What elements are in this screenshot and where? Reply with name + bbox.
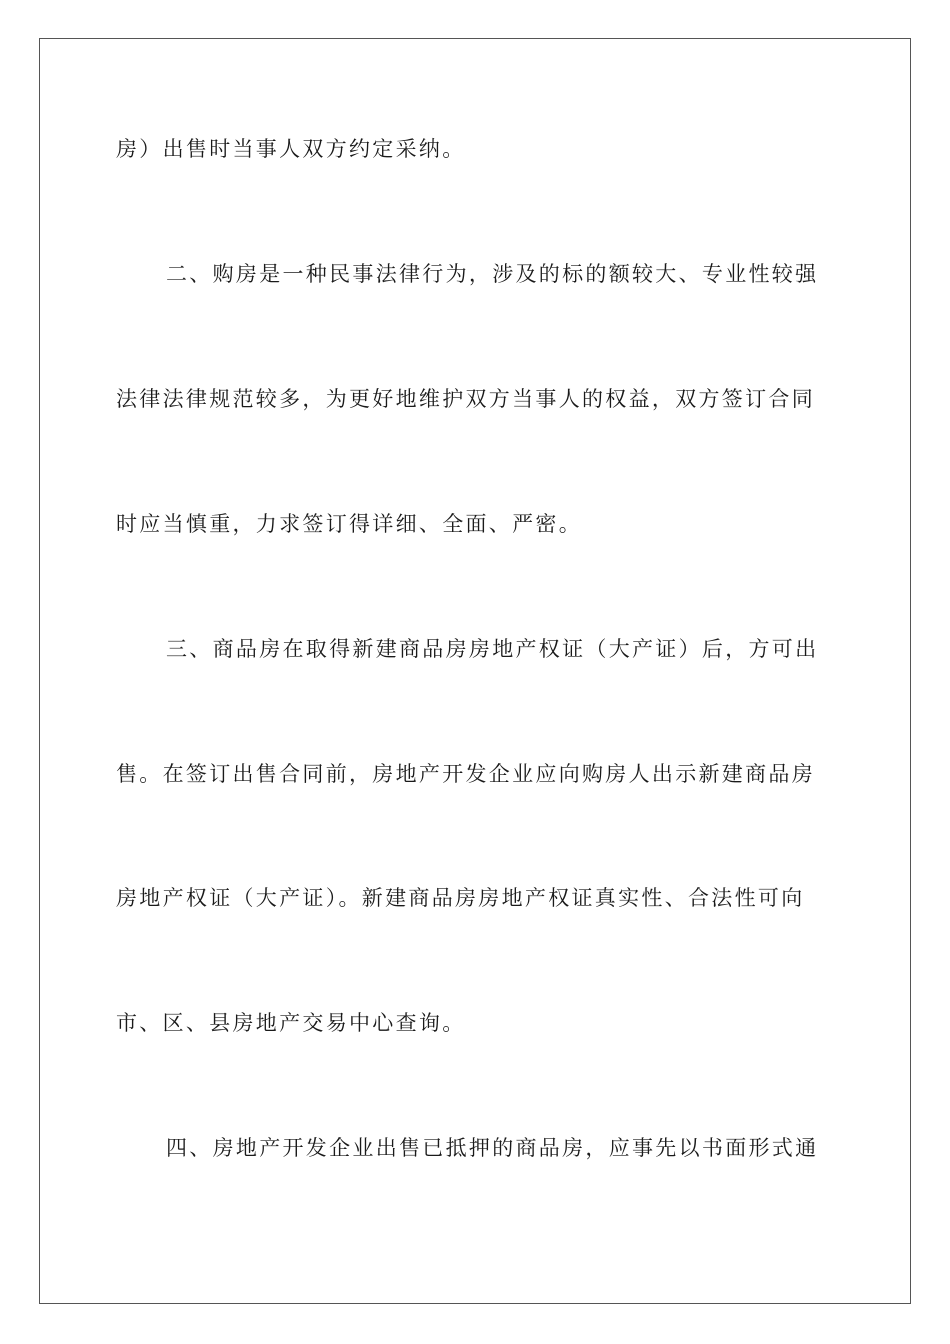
text-line: 三、商品房在取得新建商品房房地产权证（大产证）后，方可出 <box>166 637 819 661</box>
text-line: 四、房地产开发企业出售已抵押的商品房，应事先以书面形式通 <box>166 1136 819 1160</box>
text-line: 房地产权证（大产证）。新建商品房房地产权证真实性、合法性可向 <box>116 886 805 910</box>
text-line: 法律法律规范较多，为更好地维护双方当事人的权益，双方签订合同 <box>116 387 815 411</box>
text-line: 时应当慎重，力求签订得详细、全面、严密。 <box>116 512 582 536</box>
text-line: 二、购房是一种民事法律行为，涉及的标的额较大、专业性较强 <box>166 262 819 286</box>
text-line: 房）出售时当事人双方约定采纳。 <box>116 137 466 161</box>
text-line: 市、区、县房地产交易中心查询。 <box>116 1011 466 1035</box>
page-border <box>39 38 911 1304</box>
text-line: 售。在签订出售合同前，房地产开发企业应向购房人出示新建商品房 <box>116 762 815 786</box>
